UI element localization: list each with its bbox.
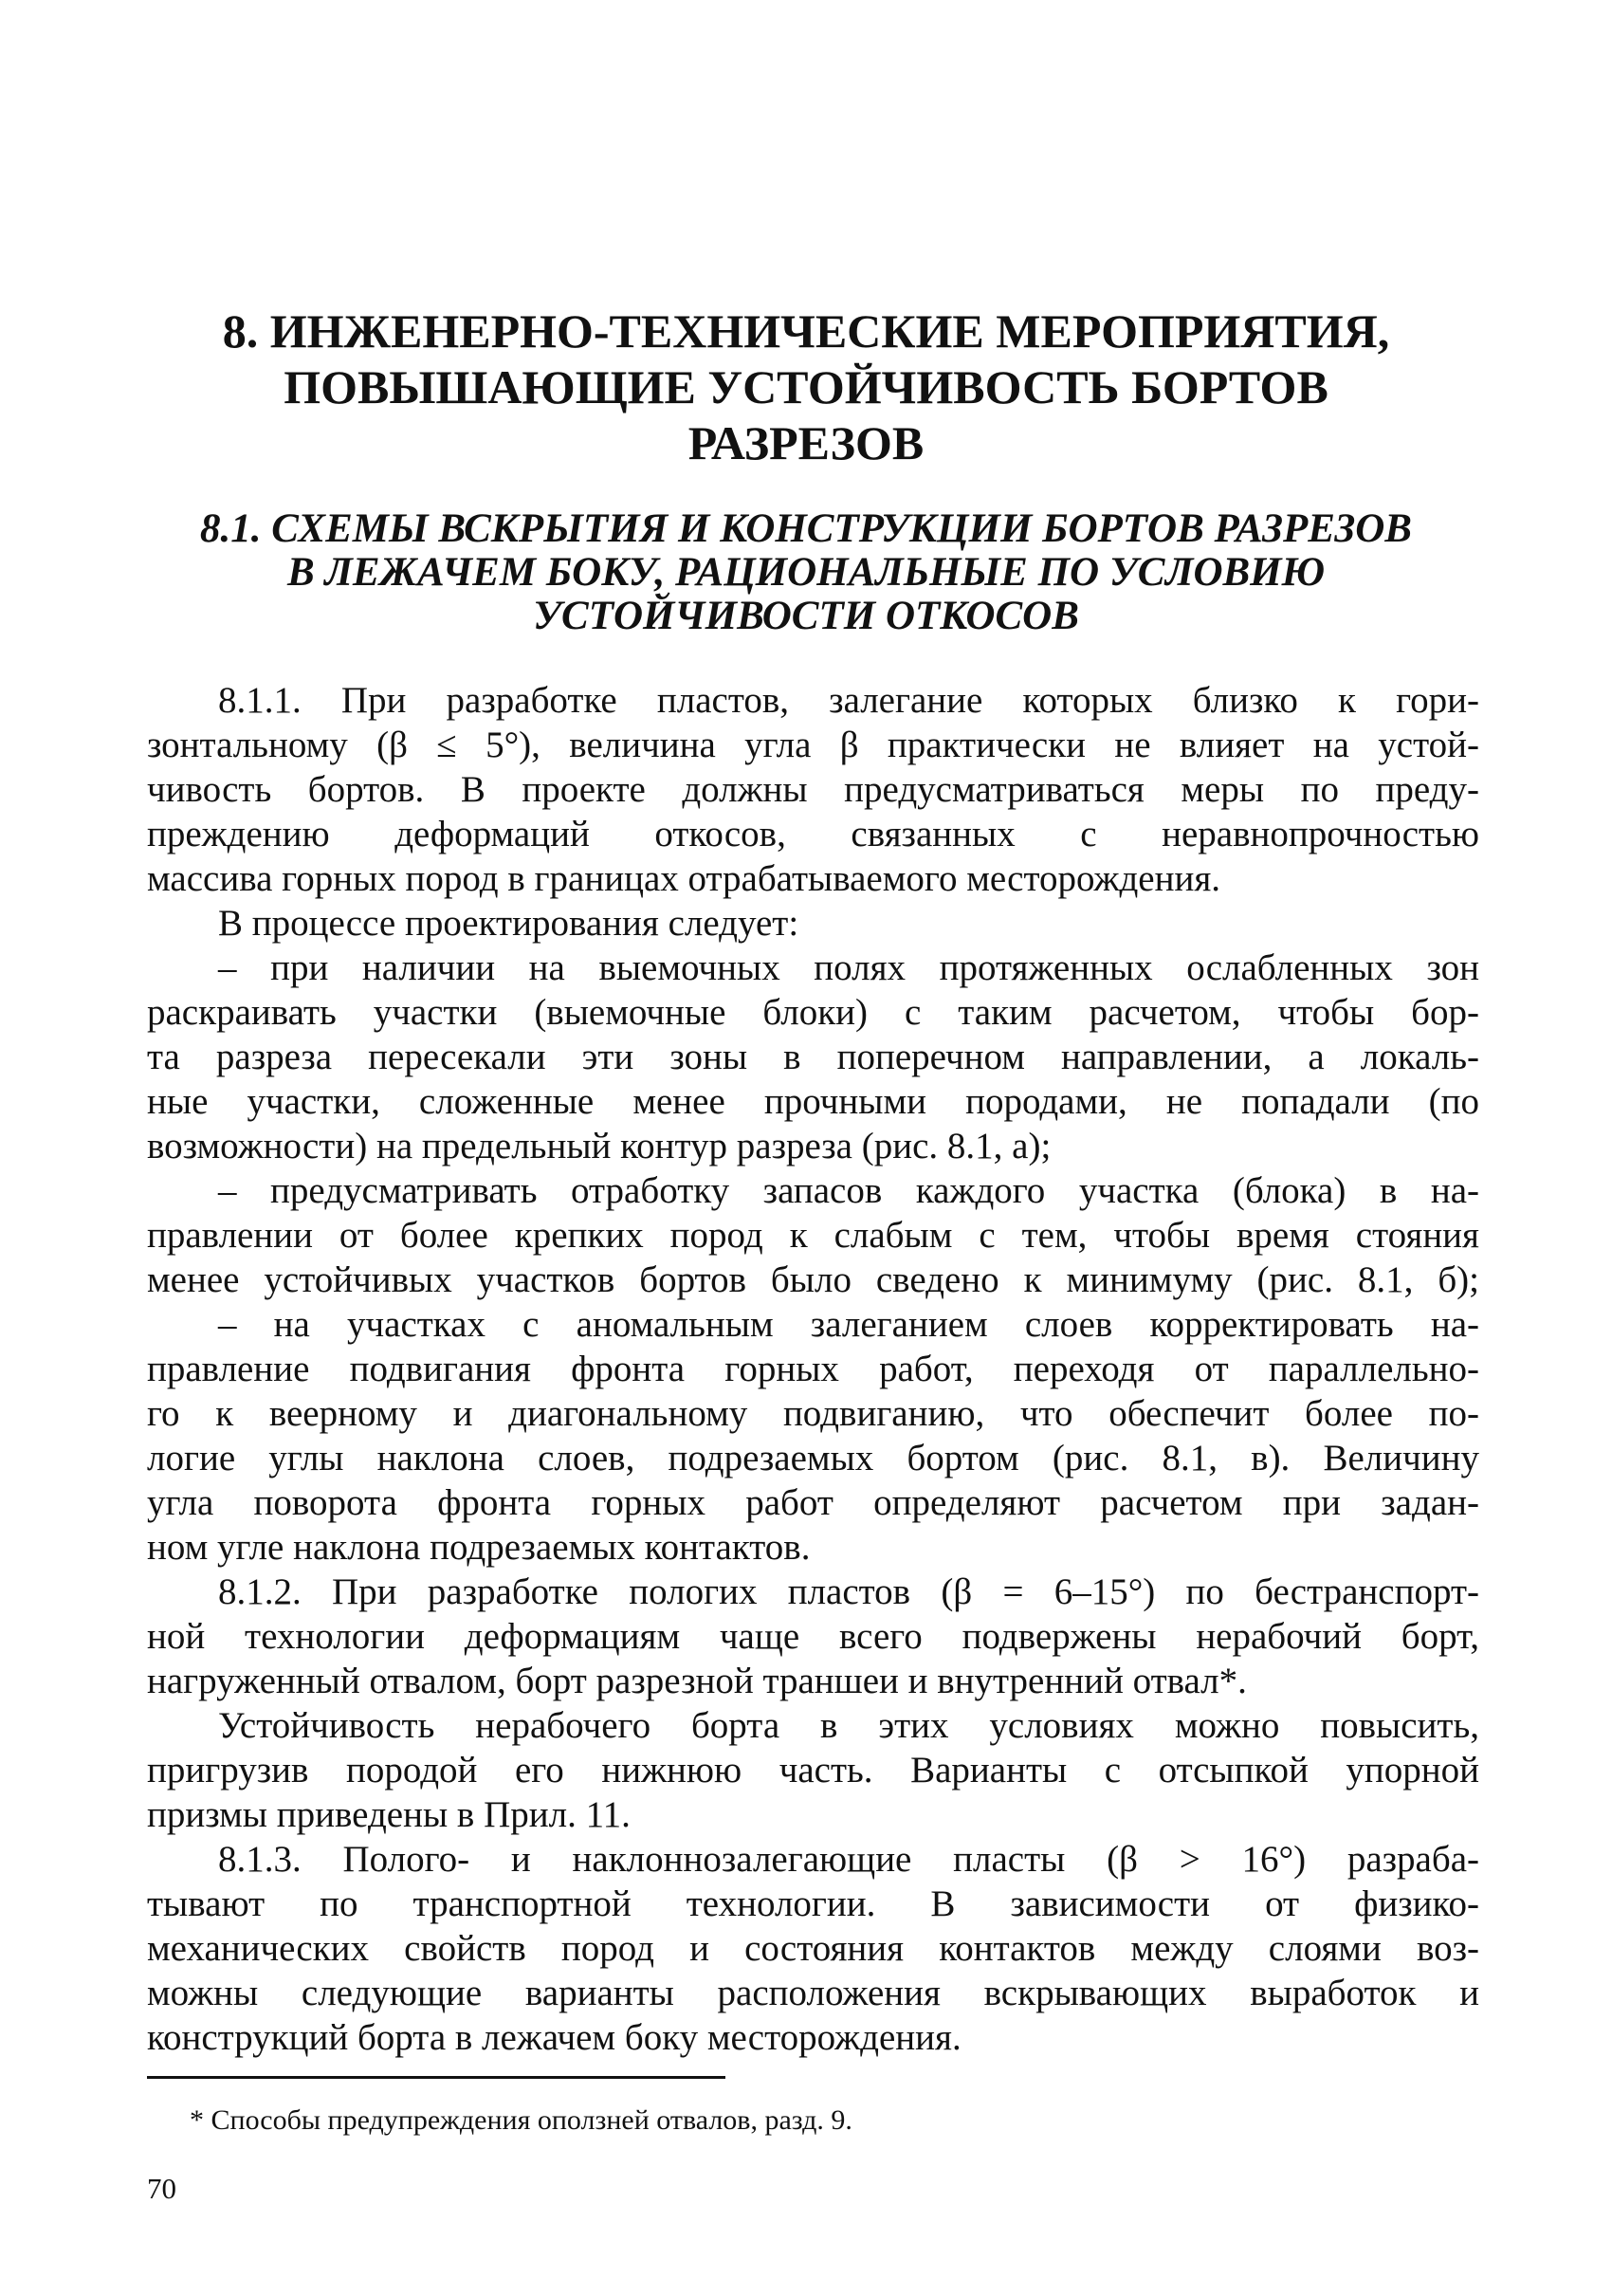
text-line: логие углы наклона слоев, подрезаемых бортом (рис. 8.1, в). Величину [147, 1438, 1479, 1479]
text-line: – при наличии на выемочных полях протяженных ослабленных зон [218, 947, 1479, 988]
page-number: 70 [147, 2172, 176, 2205]
footnote-divider [147, 2076, 725, 2079]
chapter-title-line: ПОВЫШАЮЩИЕ УСТОЙЧИВОСТЬ БОРТОВ [284, 360, 1328, 413]
text-line: Устойчивость нерабочего борта в этих условиях можно повысить, [218, 1705, 1479, 1746]
chapter-title [142, 303, 1470, 471]
text-line: можны следующие варианты расположения вскрывающих выработок и [147, 1973, 1479, 2013]
body-text [147, 678, 1479, 2060]
chapter-title-line: РАЗРЕЗОВ [687, 416, 925, 469]
text-line: чивость бортов. В проекте должны предусматриваться меры по преду- [147, 769, 1479, 810]
text-line: конструкций борта в лежачем боку месторождения. [147, 2017, 962, 2058]
chapter-title-line: 8. ИНЖЕНЕРНО-ТЕХНИЧЕСКИЕ МЕРОПРИЯТИЯ, [222, 304, 1390, 358]
text-line: правление подвигания фронта горных работ, переходя от параллельно- [147, 1349, 1479, 1389]
text-line: – предусматривать отработку запасов каждого участка (блока) в на- [218, 1170, 1479, 1211]
footnote: * Способы предупреждения оползней отвалов, разд. 9. [190, 2104, 852, 2136]
text-line: го к веерному и диагональному подвиганию, что обеспечит более по- [147, 1393, 1479, 1434]
text-line: 8.1.3. Полого- и наклоннозалегающие пласты (β > 16°) разраба- [218, 1839, 1479, 1880]
text-line: механических свойств пород и состояния контактов между слоями воз- [147, 1928, 1479, 1969]
text-line: менее устойчивых участков бортов было сведено к минимуму (рис. 8.1, б); [147, 1259, 1479, 1300]
section-title-line: УСТОЙЧИВОСТИ ОТКОСОВ [533, 594, 1079, 638]
text-line: раскраивать участки (выемочные блоки) с таким расчетом, чтобы бор- [147, 992, 1479, 1033]
text-line: ной технологии деформациям чаще всего подвержены нерабочий борт, [147, 1616, 1479, 1657]
text-line: ном угле наклона подрезаемых контактов. [147, 1527, 811, 1568]
section-title [142, 507, 1470, 638]
text-line: правлении от более крепких пород к слабым с тем, чтобы время стояния [147, 1215, 1479, 1256]
text-line: призмы приведены в Прил. 11. [147, 1794, 631, 1835]
text-line: В процессе проектирования следует: [218, 903, 799, 944]
section-title-line: 8.1. СХЕМЫ ВСКРЫТИЯ И КОНСТРУКЦИИ БОРТОВ РАЗРЕЗОВ [200, 506, 1412, 551]
text-line: пригрузив породой его нижнюю часть. Варианты с отсыпкой упорной [147, 1750, 1479, 1791]
text-line: 8.1.2. При разработке пологих пластов (β = 6–15°) по бестранспорт- [218, 1571, 1479, 1612]
text-line: преждению деформаций откосов, связанных с неравнопрочностью [147, 814, 1479, 854]
text-line: 8.1.1. При разработке пластов, залегание которых близко к гори- [218, 680, 1479, 721]
text-line: тывают по транспортной технологии. В зависимости от физико- [147, 1883, 1479, 1924]
section-title-line: В ЛЕЖАЧЕМ БОКУ, РАЦИОНАЛЬНЫЕ ПО УСЛОВИЮ [286, 550, 1326, 595]
text-line: ные участки, сложенные менее прочными породами, не попадали (по [147, 1081, 1479, 1122]
text-line: массива горных пород в границах отрабатываемого месторождения. [147, 858, 1221, 899]
text-line: угла поворота фронта горных работ определяют расчетом при задан- [147, 1482, 1479, 1523]
text-line: зонтальному (β ≤ 5°), величина угла β практически не влияет на устой- [147, 725, 1479, 765]
text-line: та разреза пересекали эти зоны в поперечном направлении, а локаль- [147, 1037, 1479, 1077]
text-line: – на участках с аномальным залеганием слоев корректировать на- [218, 1304, 1479, 1345]
text-line: нагруженный отвалом, борт разрезной траншеи и внутренний отвал*. [147, 1661, 1247, 1701]
text-line: возможности) на предельный контур разреза (рис. 8.1, а); [147, 1126, 1052, 1166]
